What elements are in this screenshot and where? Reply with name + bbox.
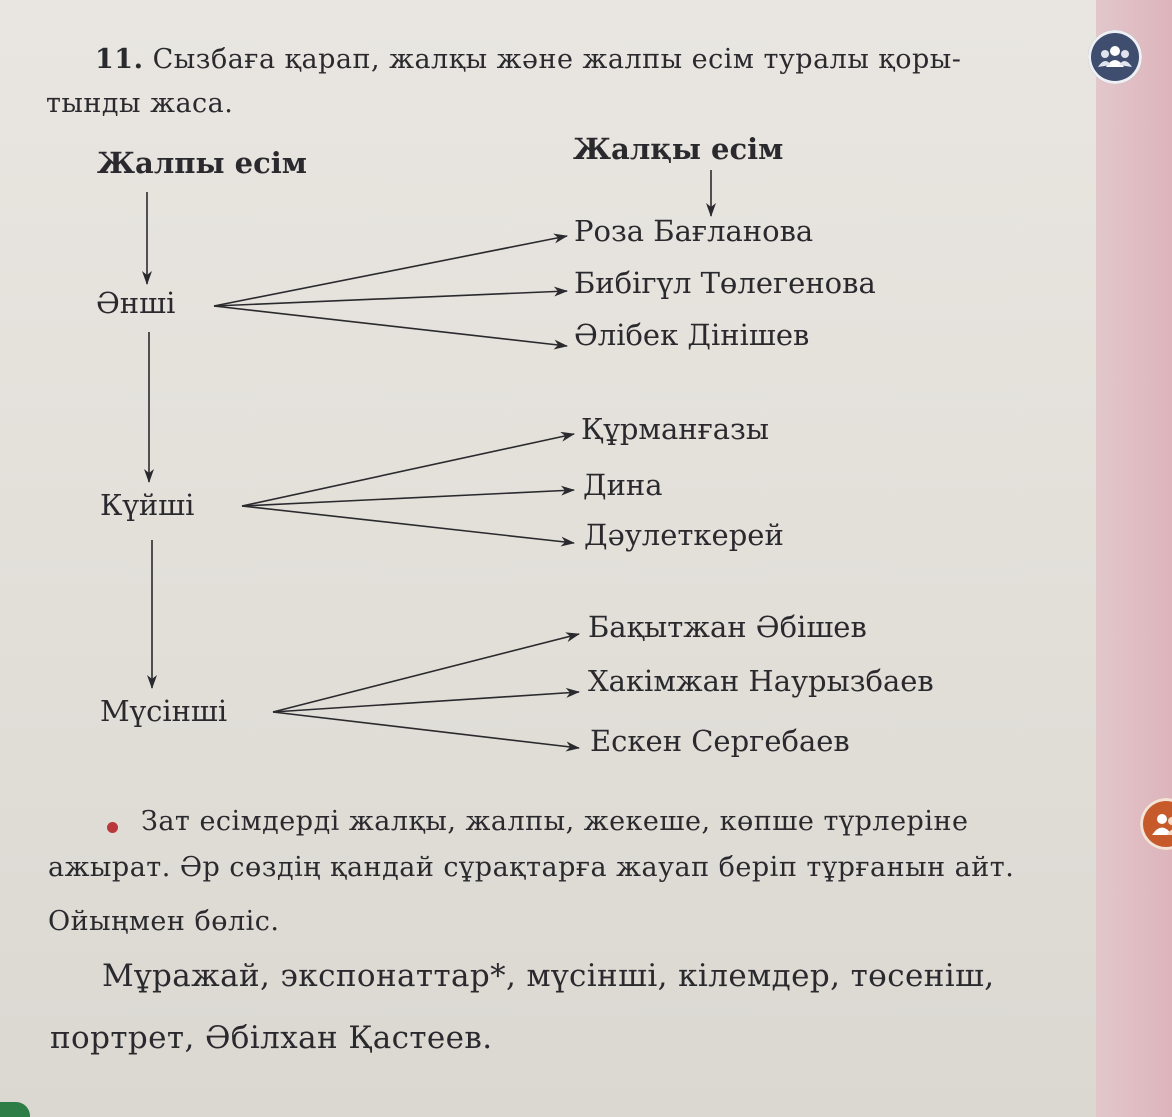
arrow-singer-2 (214, 291, 567, 306)
header-common-noun: Жалпы есім (97, 146, 307, 180)
name-item: Бақытжан Әбішев (588, 610, 867, 644)
arrow-kuishi-1 (242, 434, 574, 506)
node-kuishi: Күйші (100, 488, 195, 522)
name-item: Дәулеткерей (584, 518, 784, 552)
arrow-kuishi-2 (242, 490, 574, 506)
arrow-singer-1 (214, 236, 567, 306)
name-item: Хакімжан Наурызбаев (588, 664, 934, 698)
task-line-2: тынды жаса. (46, 88, 234, 119)
exercise-line-3: Ойыңмен бөліс. (48, 906, 280, 937)
name-item: Бибігүл Төлегенова (574, 266, 876, 300)
name-item: Құрманғазы (581, 412, 769, 446)
task-text-1: Сызбаға қарап, жалқы және жалпы есім туралы қоры- (152, 44, 962, 75)
words-line-2: портрет, Әбілхан Қастеев. (50, 1020, 493, 1056)
arrow-sculptor-1 (273, 634, 579, 712)
node-sculptor: Мүсінші (100, 694, 228, 728)
arrow-sculptor-2 (273, 692, 579, 712)
header-proper-noun: Жалқы есім (573, 132, 784, 166)
exercise-line-1: Зат есімдерді жалқы, жалпы, жекеше, көпше түрлеріне (141, 806, 969, 837)
name-item: Әлібек Дінішев (574, 318, 810, 352)
name-item: Роза Бағланова (574, 214, 814, 248)
words-line-1: Мұражай, экспонаттар*, мүсінші, кілемдер, төсеніш, (102, 958, 995, 994)
page-edge (1096, 0, 1172, 1117)
task-number: 11. (95, 44, 144, 75)
group-icon[interactable] (1088, 30, 1142, 84)
people-icon-glyph (1151, 812, 1172, 836)
node-singer: Әнші (96, 286, 176, 320)
arrow-sculptor-3 (273, 712, 579, 748)
exercise-line-2: ажырат. Әр сөздің қандай сұрақтарға жауап беріп тұрғанын айт. (48, 852, 1015, 883)
arrow-singer-3 (214, 306, 567, 346)
bullet-icon (107, 822, 118, 833)
name-item: Дина (583, 468, 663, 502)
arrow-kuishi-3 (242, 506, 574, 543)
name-item: Ескен Сергебаев (590, 724, 850, 758)
group-icon-glyph (1098, 45, 1132, 69)
